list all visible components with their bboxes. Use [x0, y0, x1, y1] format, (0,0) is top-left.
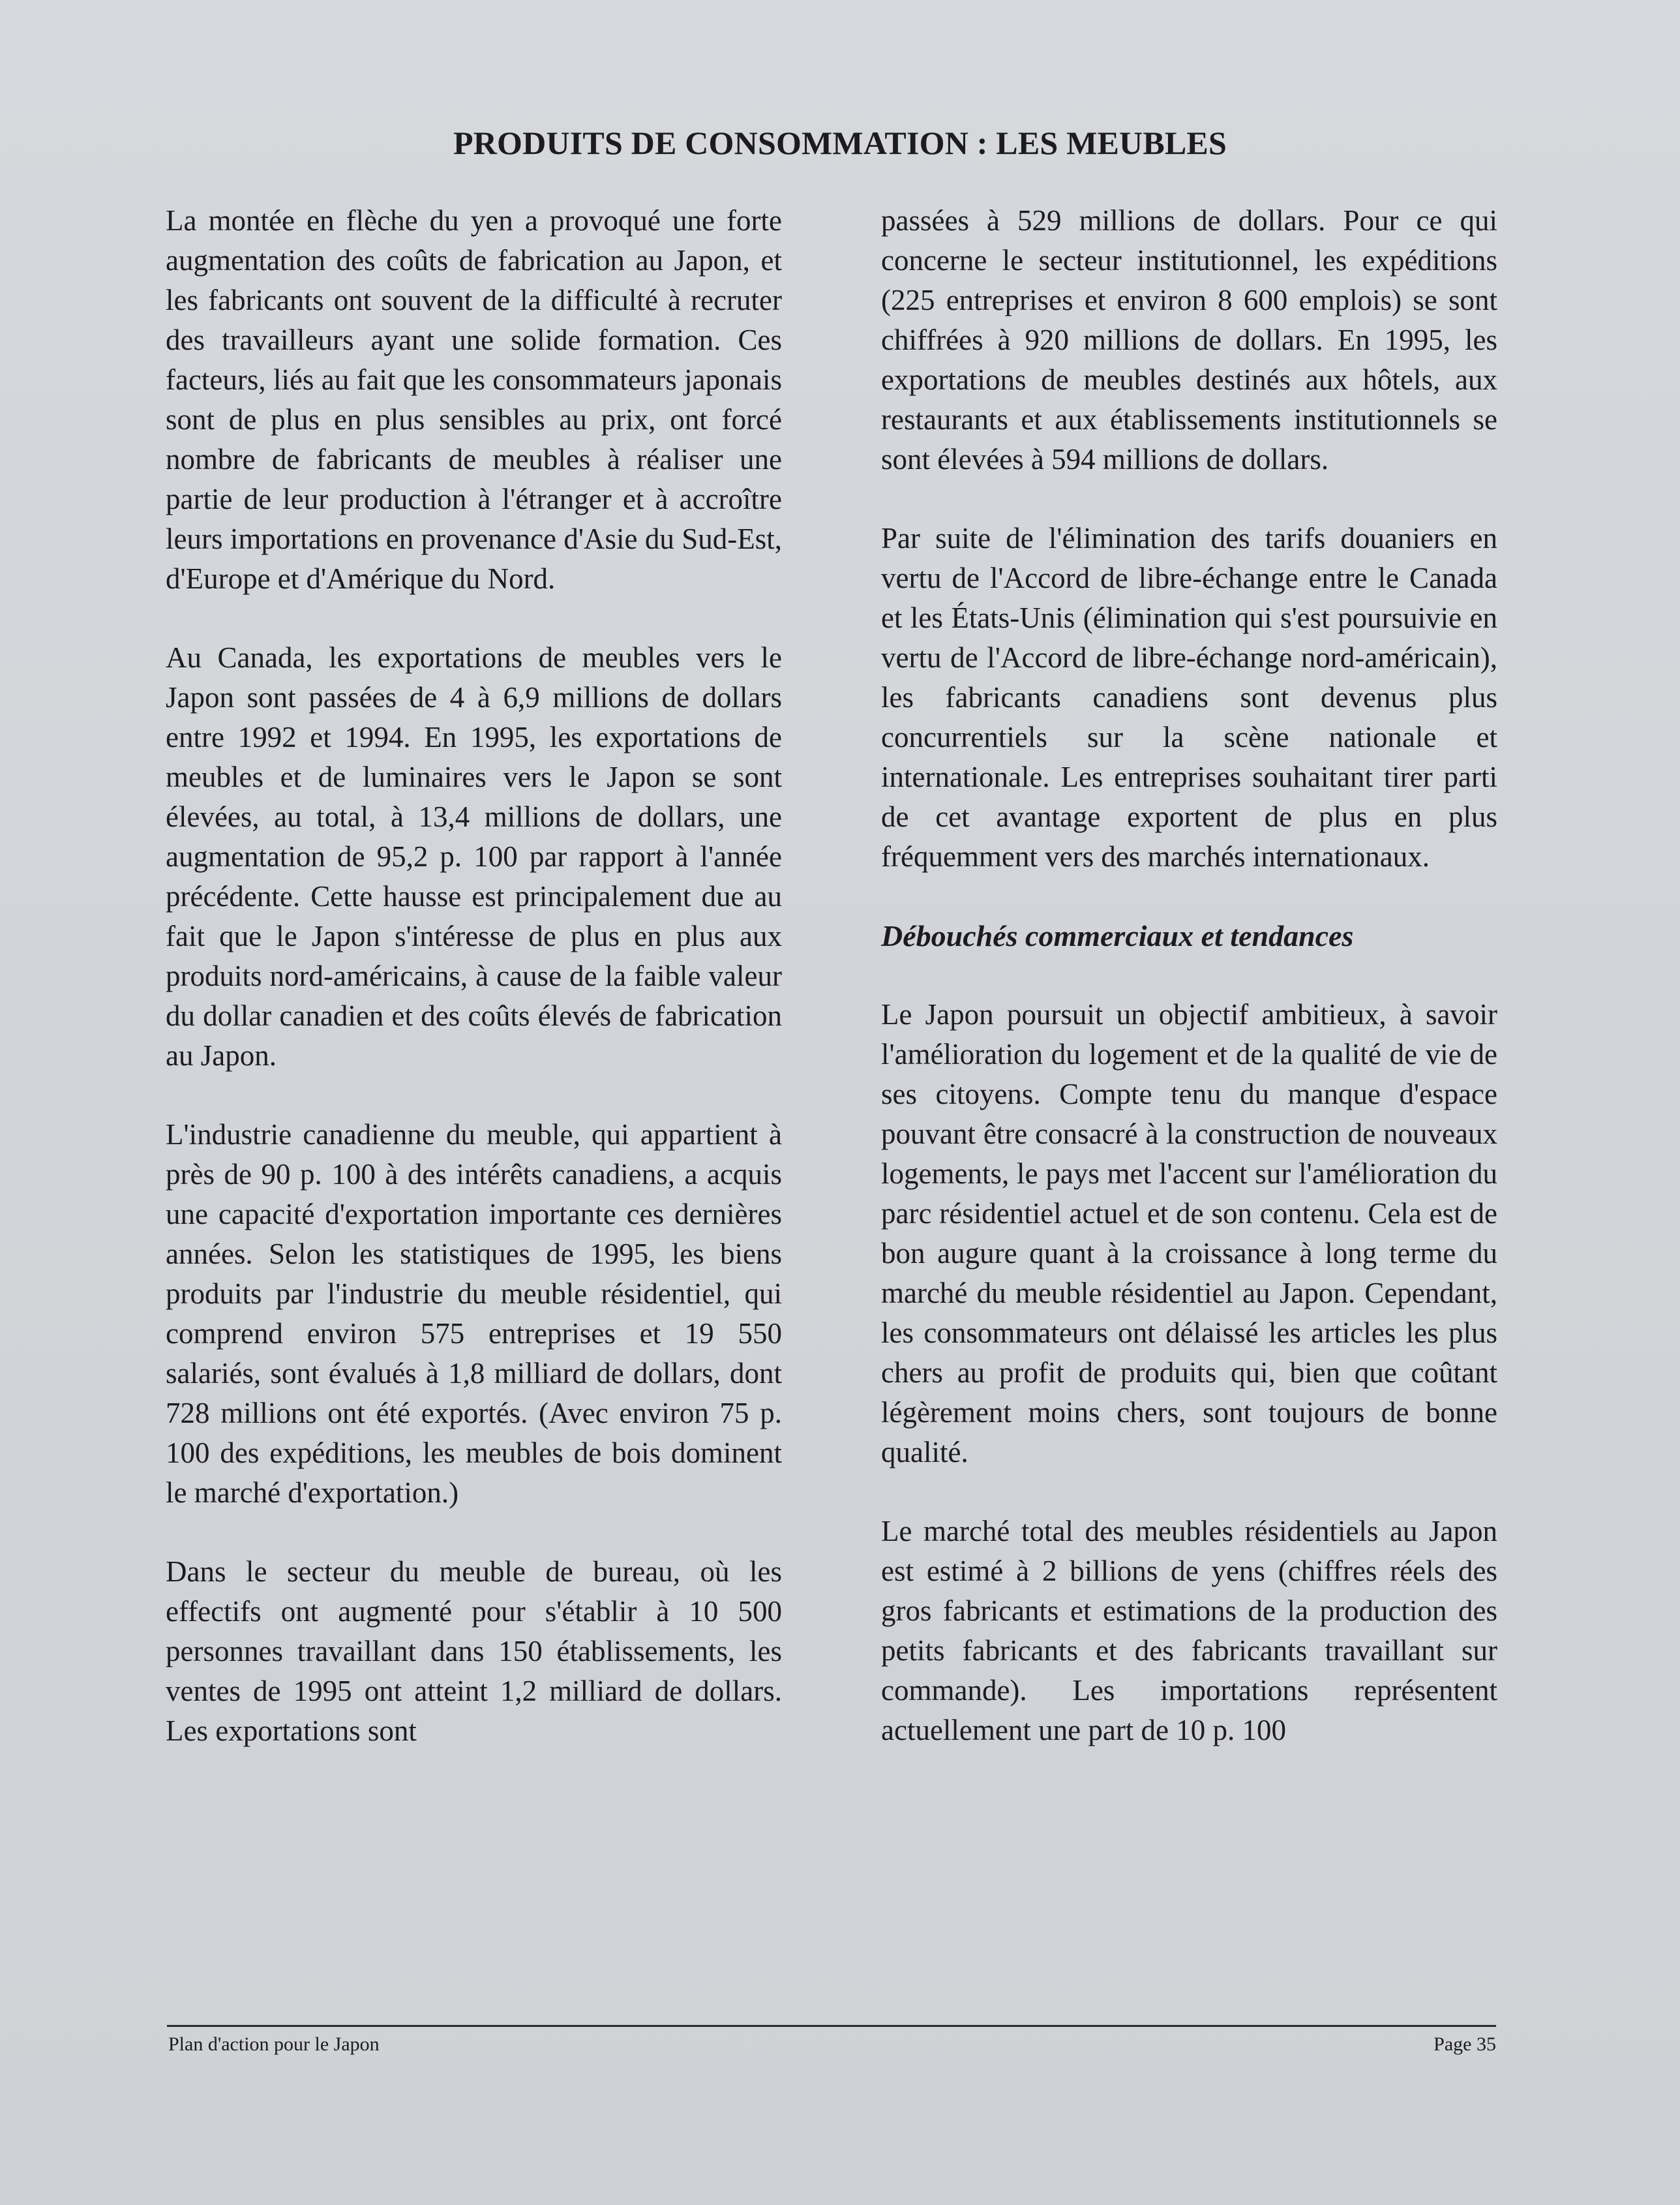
- paragraph: La montée en flèche du yen a provoqué une forte augmentation des coûts de fabrication au Japon, et les fabricants ont souvent de la difficulté à recruter des travailleurs ayant une solide formation. Ces facteurs, liés au fait que les consommateurs japonais sont de plus en plus sensibles au prix, ont forcé nombre de fabricants de meubles à réaliser une partie de leur production à l'étranger et à accroître leurs importations en provenance d'Asie du Sud-Est, d'Europe et d'Amérique du Nord.: [166, 204, 782, 595]
- paragraph: L'industrie canadienne du meuble, qui appartient à près de 90 p. 100 à des intérêts canadiens, a acquis une capacité d'exportation importante ces dernières années. Selon les statistiques de 1995, les biens produits par l'industrie du meuble résidentiel, qui comprend environ 575 entreprises et 19 550 salariés, sont évalués à 1,8 milliard de dollars, dont 728 millions ont été exportés. (Avec environ 75 p. 100 des expéditions, les meubles de bois dominent le marché d'exportation.): [166, 1118, 782, 1509]
- footer-page-number: Page 35: [1433, 2033, 1496, 2055]
- paragraph: Le marché total des meubles résidentiels au Japon est estimé à 2 billions de yens (chiffres réels des gros fabricants et estimations de la production des petits fabricants et des fabricants travaillant sur commande). Les importations représentent actuellement une part de 10 p. 100: [881, 1515, 1497, 1746]
- paragraph: Dans le secteur du meuble de bureau, où les effectifs ont augmenté pour s'établir à 10 500 personnes travaillant dans 150 établissements, les ventes de 1995 ont atteint 1,2 milliard de dollars. Les exportations sont: [166, 1555, 782, 1747]
- paragraph: passées à 529 millions de dollars. Pour ce qui concerne le secteur institutionnel, les expéditions (225 entreprises et environ 8 600 emplois) se sont chiffrées à 920 millions de dollars. En 1995, les exportations de meubles destinés aux hôtels, aux restaurants et aux établissements institutionnels se sont élevées à 594 millions de dollars.: [881, 204, 1497, 476]
- left-column: [166, 201, 782, 1790]
- footer-document-title: Plan d'action pour le Japon: [168, 2033, 380, 2055]
- page-title: PRODUITS DE CONSOMMATION : LES MEUBLES: [453, 125, 1227, 161]
- paragraph: Le Japon poursuit un objectif ambitieux, à savoir l'amélioration du logement et de la qualité de vie de ses citoyens. Compte tenu du manque d'espace pouvant être consacré à la construction de nouveaux logements, le pays met l'accent sur l'amélioration du parc résidentiel actuel et de son contenu. Cela est de bon augure quant à la croissance à long terme du marché du meuble résidentiel au Japon. Cependant, les consommateurs ont délaissé les articles les plus chers au profit de produits qui, bien que coûtant légèrement moins chers, sont toujours de bonne qualité.: [881, 998, 1497, 1468]
- paragraph: Par suite de l'élimination des tarifs douaniers en vertu de l'Accord de libre-échange entre le Canada et les États-Unis (élimination qui s'est poursuivie en vertu de l'Accord de libre-échange nord-américain), les fabricants canadiens sont devenus plus concurrentiels sur la scène nationale et internationale. Les entreprises souhaitant tirer parti de cet avantage exportent de plus en plus fréquemment vers des marchés internationaux.: [881, 522, 1497, 873]
- footer-divider: [167, 2025, 1496, 2027]
- section-heading: Débouchés commerciaux et tendances: [881, 919, 1354, 952]
- right-column: [881, 201, 1497, 1789]
- paragraph: Au Canada, les exportations de meubles vers le Japon sont passées de 4 à 6,9 millions de dollars entre 1992 et 1994. En 1995, les exportations de meubles et de luminaires vers le Japon se sont élevées, au total, à 13,4 millions de dollars, une augmentation de 95,2 p. 100 par rapport à l'année précédente. Cette hausse est principalement due au fait que le Japon s'intéresse de plus en plus aux produits nord-américains, à cause de la faible valeur du dollar canadien et des coûts élevés de fabrication au Japon.: [166, 641, 782, 1072]
